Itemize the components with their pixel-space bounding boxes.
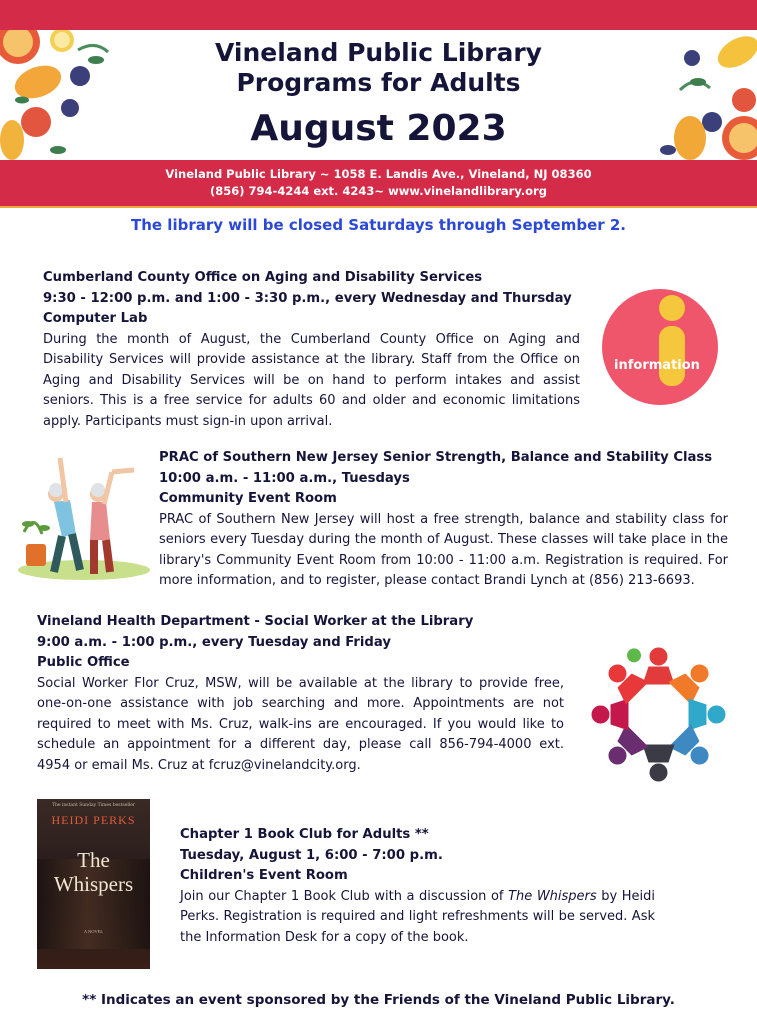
- book-title-line1: The: [77, 848, 110, 872]
- event-time: 9:00 a.m. - 1:00 p.m., every Tuesday and Friday: [37, 634, 391, 650]
- book-tag: A NOVEL: [83, 929, 104, 934]
- library-name: Vineland Public Library: [215, 38, 542, 67]
- top-banner-bar: [0, 0, 757, 30]
- header: [0, 30, 757, 160]
- closure-notice: The library will be closed Saturdays through September 2.: [131, 216, 626, 234]
- address-banner: [0, 160, 757, 208]
- event-aging-services: [43, 268, 580, 432]
- event-title: Vineland Health Department - Social Worker at the Library: [37, 614, 474, 629]
- library-contact: (856) 794-4244 ext. 4243~ www.vinelandlibrary.org: [210, 184, 547, 198]
- seniors-exercising-illustration: [14, 452, 150, 582]
- event-description: During the month of August, the Cumberland County Office on Aging and Disability Services will provide assistance at the library. Staff from the Office on Aging and Disability Services will be on hand to perform intakes and assist seniors. This is a free service for adults 60 and older and economic limitations apply. Participants must sign-in upon arrival.: [43, 331, 580, 429]
- description-text: Join our Chapter 1 Book Club with a discussion of: [180, 888, 509, 904]
- book-blurb: The instant Sunday Times bestseller: [51, 803, 136, 808]
- event-senior-strength: [159, 448, 728, 592]
- event-location: Community Event Room: [159, 491, 337, 506]
- event-description: PRAC of Southern New Jersey will host a free strength, balance and stability class for seniors every Tuesday during the month of August. These classes will take place in the library's Community Event Room from 10:00 - 11:00 a.m. Registration is required. For more information, and to register, please contact Brandi Lynch at (856) 213-6693.: [159, 511, 728, 588]
- community-circle-icon: [587, 643, 730, 786]
- event-title: Chapter 1 Book Club for Adults **: [180, 827, 429, 842]
- event-title: Cumberland County Office on Aging and Disability Services: [43, 270, 483, 285]
- event-title: PRAC of Southern New Jersey Senior Strength, Balance and Stability Class: [159, 450, 713, 465]
- event-description: [180, 887, 655, 949]
- month-title: August 2023: [250, 108, 507, 149]
- event-book-club: [180, 825, 655, 948]
- event-time: 9:30 - 12:00 p.m. and 1:00 - 3:30 p.m., every Wednesday and Thursday: [43, 290, 572, 306]
- event-location: Computer Lab: [43, 311, 148, 326]
- event-social-worker: [37, 612, 564, 776]
- information-icon-label: information: [614, 358, 700, 373]
- event-location: Children's Event Room: [180, 868, 348, 883]
- book-author: HEIDI PERKS: [51, 813, 136, 827]
- information-icon: [601, 288, 719, 406]
- event-time: Tuesday, August 1, 6:00 - 7:00 p.m.: [180, 847, 443, 863]
- description-text: by Heidi Perks. Registration is required and light refreshments will be served. Ask the Information Desk for a copy of the book.: [180, 888, 655, 945]
- book-title-italic: The Whispers: [508, 888, 597, 904]
- event-location: Public Office: [37, 655, 130, 670]
- sponsor-footnote: ** Indicates an event sponsored by the Friends of the Vineland Public Library.: [82, 992, 675, 1008]
- event-time: 10:00 a.m. - 11:00 a.m., Tuesdays: [159, 470, 410, 486]
- event-description: Social Worker Flor Cruz, MSW, will be available at the library to provide free, one-on-one assistance with job searching and more. Appointments are not required to meet with Ms. Cruz, walk-ins are encouraged. If you would like to schedule an appointment for a different day, please call 856-794-4000 ext. 4954 or email Ms. Cruz at fcruz@vinelandcity.org.: [37, 675, 564, 773]
- book-title-line2: Whispers: [53, 872, 134, 896]
- programs-subtitle: Programs for Adults: [236, 68, 521, 97]
- library-address: Vineland Public Library ~ 1058 E. Landis Ave., Vineland, NJ 08360: [165, 167, 592, 181]
- book-cover: [37, 799, 150, 969]
